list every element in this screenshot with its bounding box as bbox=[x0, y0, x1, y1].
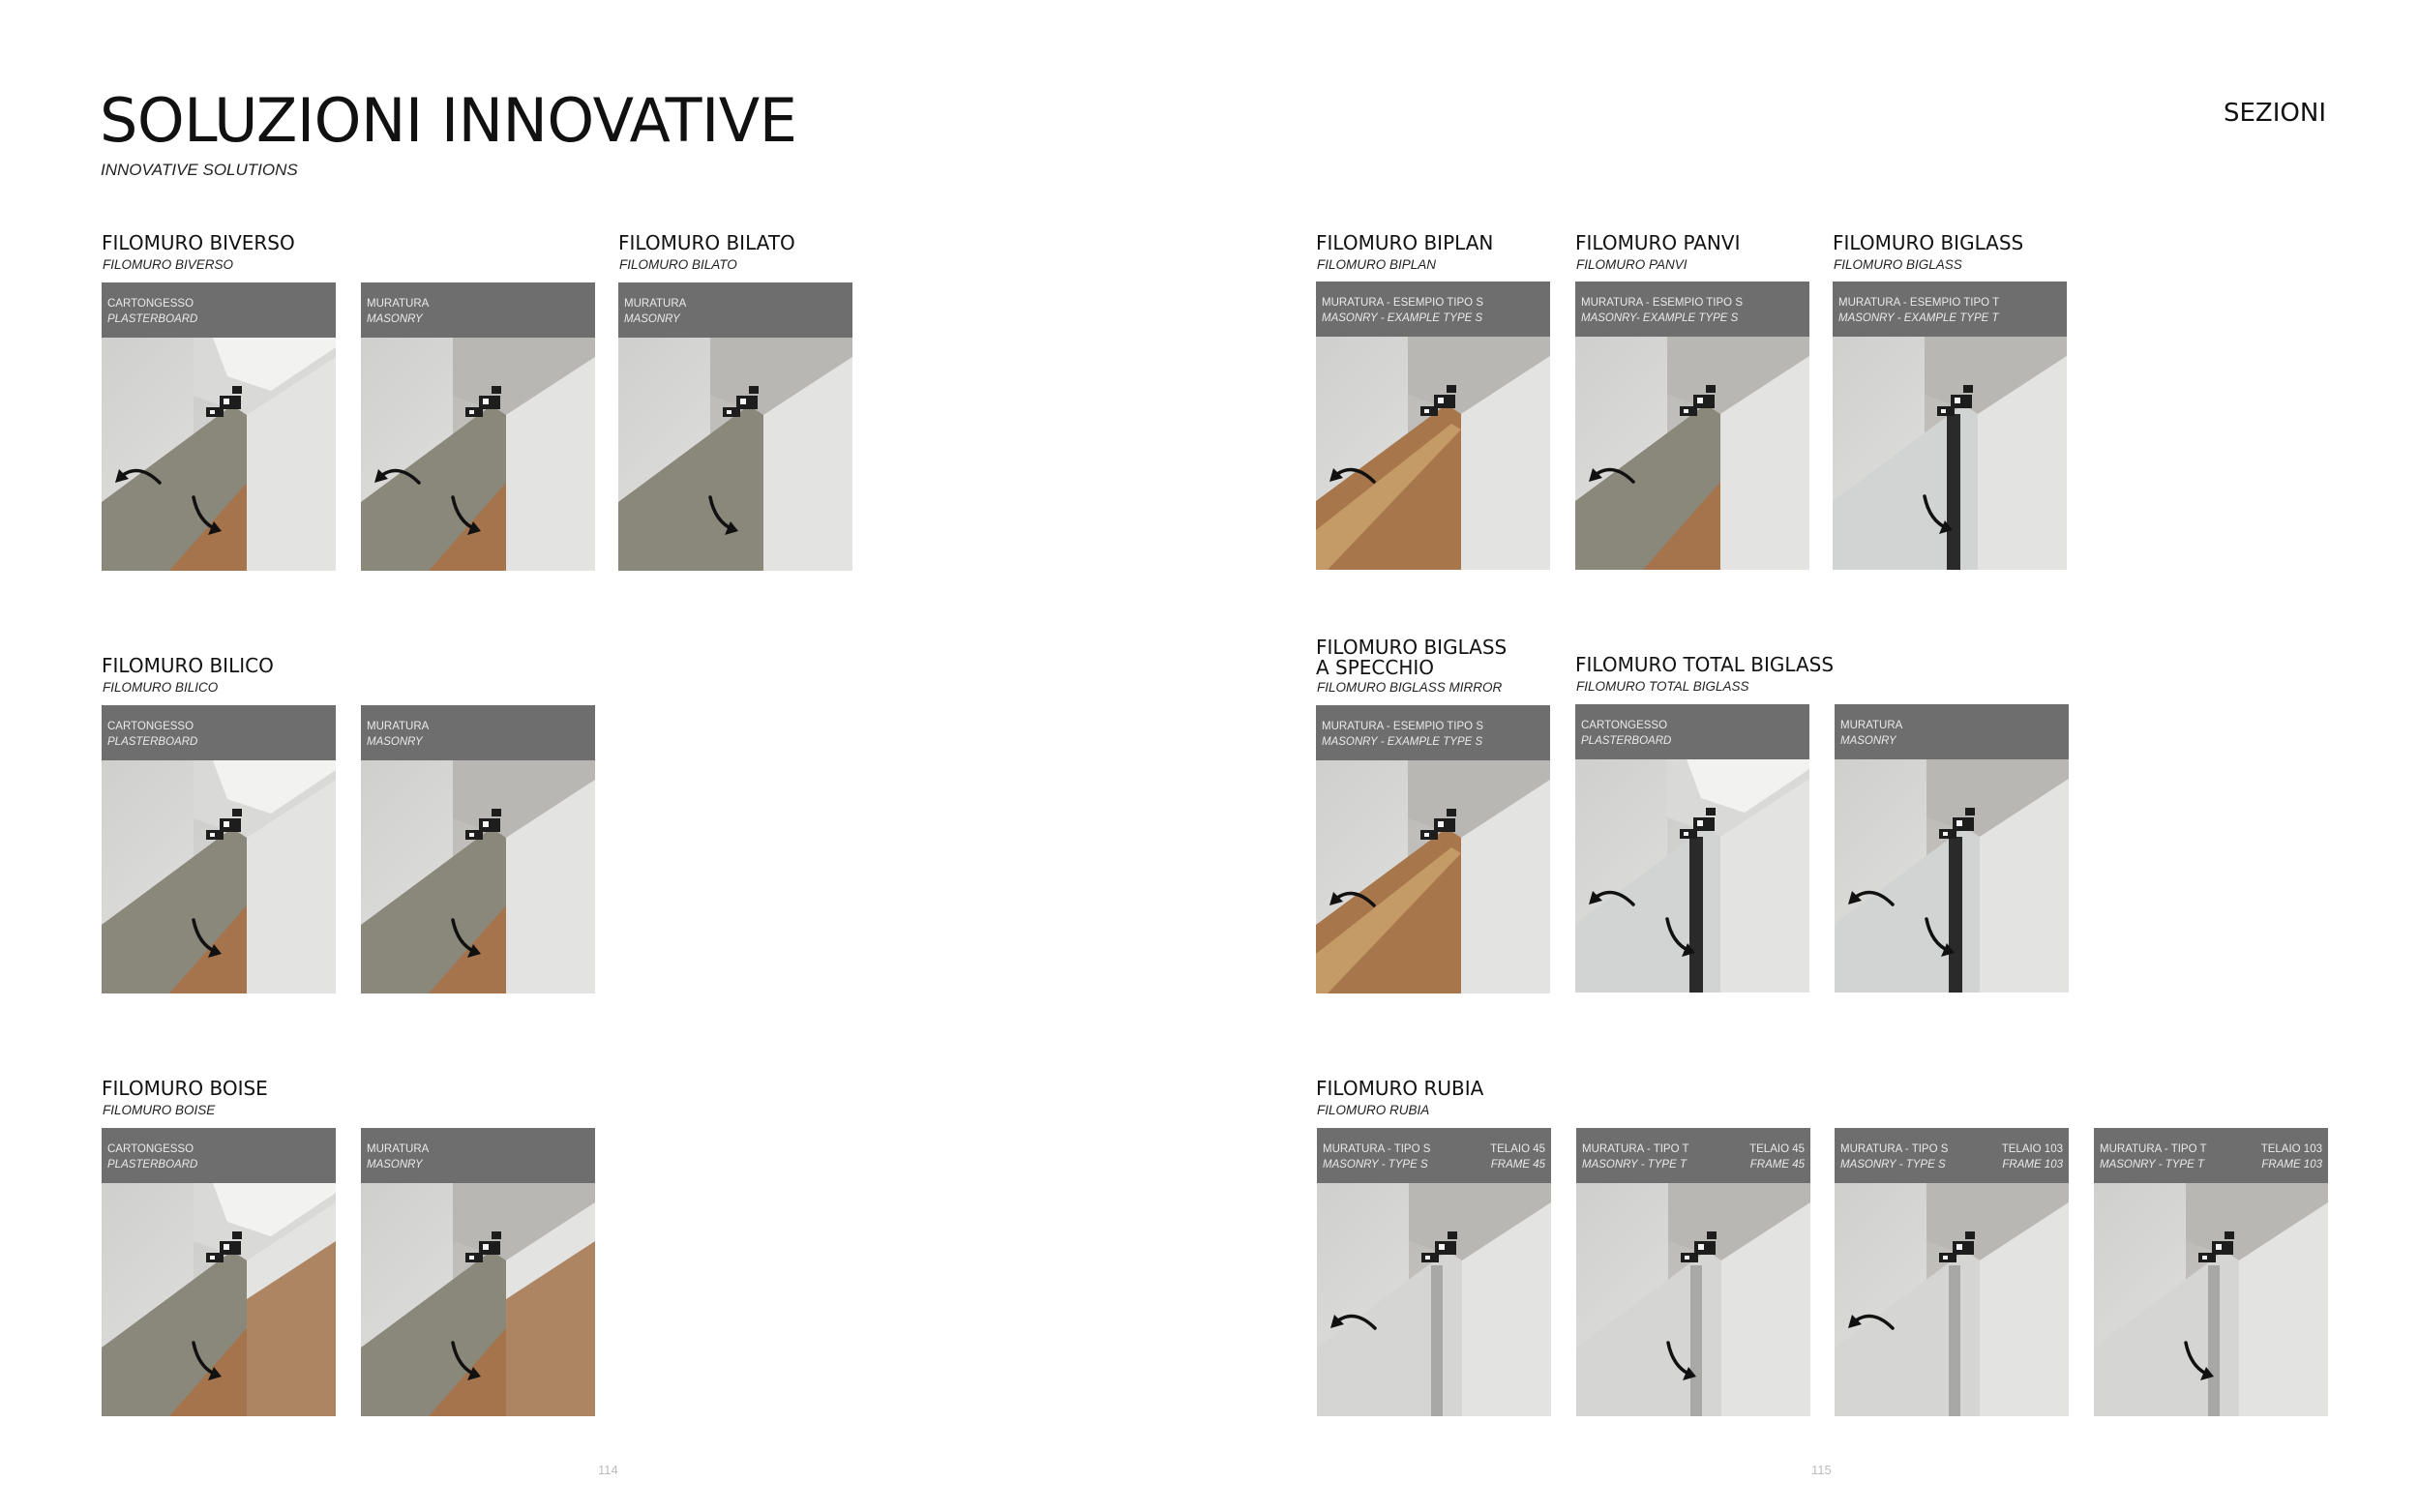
card-header: MURATURA - TIPO S MASONRY - TYPE S TELAIO 45 FRAME 45 bbox=[1317, 1128, 1551, 1183]
group-subtitle-boise: FILOMURO BOISE bbox=[103, 1103, 216, 1117]
section-card-bilico-masonry bbox=[361, 705, 595, 993]
group-subtitle-biplan: FILOMURO BIPLAN bbox=[1317, 257, 1437, 272]
group-subtitle-biverso: FILOMURO BIVERSO bbox=[103, 257, 234, 272]
section-illustration bbox=[1316, 337, 1550, 570]
section-card-panvi bbox=[1575, 282, 1809, 570]
section-card-rubia-type-t-45 bbox=[1576, 1128, 1810, 1416]
section-illustration bbox=[618, 338, 852, 571]
group-subtitle-rubia: FILOMURO RUBIA bbox=[1317, 1103, 1430, 1117]
group-title-biverso: FILOMURO BIVERSO bbox=[102, 231, 295, 254]
card-header: CARTONGESSO PLASTERBOARD bbox=[102, 705, 336, 760]
card-header: MURATURA - ESEMPIO TIPO S MASONRY - EXAMPLE TYPE S bbox=[1316, 282, 1550, 337]
section-card-biplan bbox=[1316, 282, 1550, 570]
section-illustration bbox=[1317, 1183, 1551, 1416]
card-header: MURATURA MASONRY bbox=[1835, 704, 2069, 759]
card-header: CARTONGESSO PLASTERBOARD bbox=[102, 1128, 336, 1183]
section-illustration bbox=[102, 760, 336, 993]
card-header: MURATURA - TIPO S MASONRY - TYPE S TELAIO 103 FRAME 103 bbox=[1835, 1128, 2069, 1183]
group-subtitle-bilico: FILOMURO BILICO bbox=[103, 680, 219, 695]
section-illustration bbox=[1575, 759, 1809, 993]
page-number-left: 114 bbox=[598, 1463, 618, 1477]
group-subtitle-total-biglass: FILOMURO TOTAL BIGLASS bbox=[1576, 679, 1749, 694]
section-illustration bbox=[2094, 1183, 2328, 1416]
group-title-boise: FILOMURO BOISE bbox=[102, 1077, 268, 1100]
group-title-biglass-mirror: FILOMURO BIGLASS A SPECCHIO bbox=[1316, 636, 1508, 679]
section-label: SEZIONI bbox=[2224, 99, 2326, 128]
section-illustration bbox=[102, 1183, 336, 1416]
group-title-biglass: FILOMURO BIGLASS bbox=[1833, 231, 2024, 254]
card-header: CARTONGESSO PLASTERBOARD bbox=[102, 282, 336, 338]
section-card-rubia-type-s-45 bbox=[1317, 1128, 1551, 1416]
section-illustration bbox=[1833, 337, 2067, 570]
section-illustration bbox=[1576, 1183, 1810, 1416]
group-title-bilato: FILOMURO BILATO bbox=[618, 231, 795, 254]
section-card-biglass bbox=[1833, 282, 2067, 570]
section-card-boise-masonry bbox=[361, 1128, 595, 1416]
page-title: SOLUZIONI INNOVATIVE bbox=[100, 85, 797, 156]
section-illustration bbox=[361, 338, 595, 571]
section-card-rubia-type-t-103 bbox=[2094, 1128, 2328, 1416]
card-header: MURATURA - ESEMPIO TIPO T MASONRY - EXAMPLE TYPE T bbox=[1833, 282, 2067, 337]
section-card-biverso-masonry bbox=[361, 282, 595, 571]
card-header: MURATURA MASONRY bbox=[361, 705, 595, 760]
section-illustration bbox=[361, 760, 595, 993]
group-title-biplan: FILOMURO BIPLAN bbox=[1316, 231, 1494, 254]
group-title-total-biglass: FILOMURO TOTAL BIGLASS bbox=[1575, 653, 1835, 676]
section-card-biverso-plasterboard bbox=[102, 282, 336, 571]
group-title-panvi: FILOMURO PANVI bbox=[1575, 231, 1741, 254]
section-illustration bbox=[361, 1183, 595, 1416]
section-card-biglass-mirror bbox=[1316, 705, 1550, 993]
card-header: MURATURA MASONRY bbox=[361, 282, 595, 338]
card-header: MURATURA - ESEMPIO TIPO S MASONRY- EXAMPLE TYPE S bbox=[1575, 282, 1809, 337]
group-subtitle-bilato: FILOMURO BILATO bbox=[619, 257, 737, 272]
section-illustration bbox=[1316, 760, 1550, 993]
section-card-boise-plasterboard bbox=[102, 1128, 336, 1416]
section-card-total-biglass-masonry bbox=[1835, 704, 2069, 993]
section-illustration bbox=[102, 338, 336, 571]
card-header: MURATURA MASONRY bbox=[618, 282, 852, 338]
card-header: MURATURA - ESEMPIO TIPO S MASONRY - EXAMPLE TYPE S bbox=[1316, 705, 1550, 760]
section-illustration bbox=[1835, 1183, 2069, 1416]
card-header: MURATURA - TIPO T MASONRY - TYPE T TELAIO 45 FRAME 45 bbox=[1576, 1128, 1810, 1183]
page-number-right: 115 bbox=[1811, 1463, 1832, 1477]
section-card-bilico-plasterboard bbox=[102, 705, 336, 993]
section-illustration bbox=[1835, 759, 2069, 993]
group-title-rubia: FILOMURO RUBIA bbox=[1316, 1077, 1484, 1100]
page-subtitle: INNOVATIVE SOLUTIONS bbox=[101, 161, 298, 179]
group-subtitle-biglass-mirror: FILOMURO BIGLASS MIRROR bbox=[1317, 680, 1503, 695]
section-card-total-biglass-plasterboard bbox=[1575, 704, 1809, 993]
card-header: MURATURA MASONRY bbox=[361, 1128, 595, 1183]
group-subtitle-biglass: FILOMURO BIGLASS bbox=[1834, 257, 1962, 272]
group-title-bilico: FILOMURO BILICO bbox=[102, 654, 274, 677]
card-header: CARTONGESSO PLASTERBOARD bbox=[1575, 704, 1809, 759]
card-header: MURATURA - TIPO T MASONRY - TYPE T TELAIO 103 FRAME 103 bbox=[2094, 1128, 2328, 1183]
section-illustration bbox=[1575, 337, 1809, 570]
section-card-bilato-masonry bbox=[618, 282, 852, 571]
section-card-rubia-type-s-103 bbox=[1835, 1128, 2069, 1416]
group-subtitle-panvi: FILOMURO PANVI bbox=[1576, 257, 1687, 272]
